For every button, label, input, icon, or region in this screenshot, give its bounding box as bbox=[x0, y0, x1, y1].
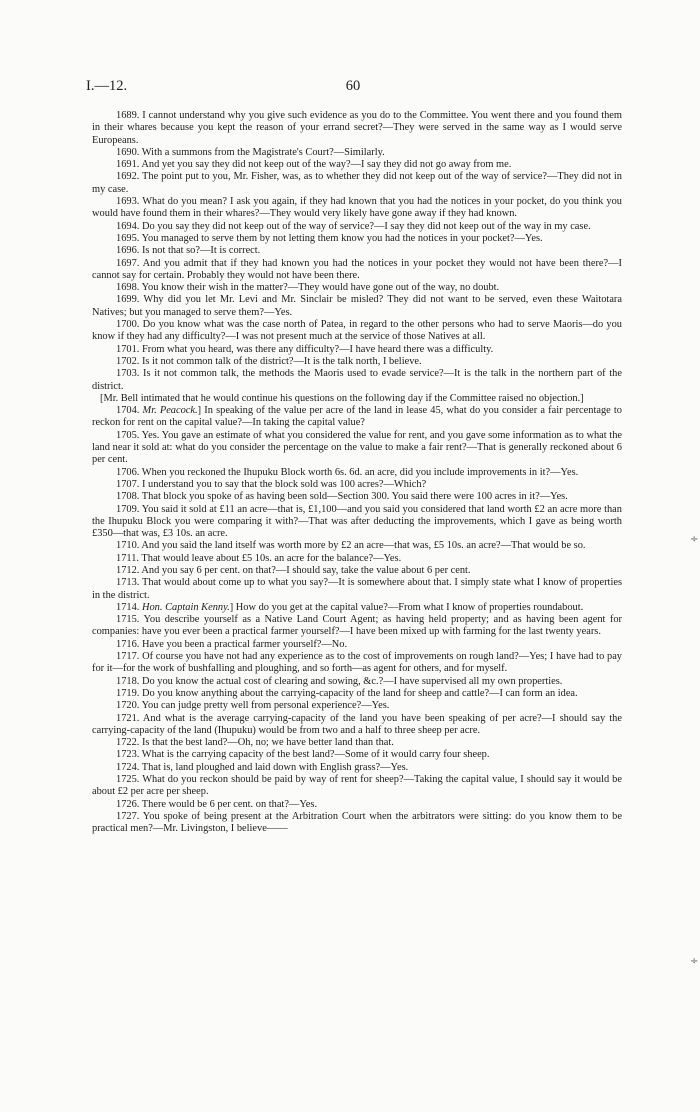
evidence-paragraph: 1721. And what is the average carrying-capacity of the land you have been speaking of per acre?—I should say the carrying-capacity of the land (Ihupuku) would be from two and a half to three sheep per acre. bbox=[92, 712, 622, 736]
evidence-paragraph: 1706. When you reckoned the Ihupuku Block worth 6s. 6d. an acre, did you include improvements in it?—Yes. bbox=[116, 466, 579, 478]
report-reference: I.—12. bbox=[86, 78, 128, 94]
evidence-paragraph: 1726. There would be 6 per cent. on that?—Yes. bbox=[116, 798, 318, 810]
evidence-paragraph: 1715. You describe yourself as a Native Land Court Agent; as having held property; and as having been agent for companies: have you ever been a practical farmer yourself?—I have been mixed up with farming for the last twenty years. bbox=[92, 614, 622, 638]
evidence-paragraph: 1727. You spoke of being present at the Arbitration Court when the arbitrators were sitting: do you know them to be practical men?—Mr. Livingston, I believe—— bbox=[92, 810, 622, 835]
evidence-paragraph: 1693. What do you mean? I ask you again, if they had known that you had the notices in your pocket, do you think you would have found them in their whares?—They would very likely have gone away if they had known. bbox=[92, 196, 622, 220]
evidence-paragraph: 1705. Yes. You gave an estimate of what you considered the value for rent, and you gave some information as to what the land near it sold at: what do you consider the percentage on the value to make a fair rent?—That is generally reckoned about 6 per cent. bbox=[92, 429, 622, 466]
evidence-paragraph: 1717. Of course you have not had any experience as to the cost of improvements on rough land?—Yes; I have had to pay for it—for the work of bushfalling and ploughing, and so forth—as agent for others, and for myself. bbox=[92, 651, 622, 675]
evidence-paragraph: 1714. Hon. Captain Kenny.] How do you get at the capital value?—From what I know of properties roundabout. bbox=[116, 601, 584, 613]
evidence-paragraph: 1718. Do you know the actual cost of clearing and sowing, &c.?—I have supervised all my own properties. bbox=[116, 675, 563, 687]
evidence-paragraph: 1704. Mr. Peacock.] In speaking of the value per acre of the land in lease 45, what do you consider a fair percentage to reckon for rent on the capital value?—In taking the capital value? bbox=[92, 405, 622, 429]
page-header bbox=[86, 78, 620, 98]
evidence-paragraph: 1724. That is, land ploughed and laid down with English grass?—Yes. bbox=[116, 761, 409, 773]
evidence-paragraph: 1723. What is the carrying capacity of the best land?—Some of it would carry four sheep. bbox=[116, 749, 490, 761]
evidence-paragraph: 1690. With a summons from the Magistrate's Court?—Similarly. bbox=[116, 146, 385, 158]
evidence-paragraph: 1695. You managed to serve them by not letting them know you had the notices in your pocket?—Yes. bbox=[116, 232, 543, 244]
evidence-paragraph: [Mr. Bell intimated that he would continue his questions on the following day if the Committee raised no objection.] bbox=[100, 392, 584, 404]
evidence-paragraph: 1703. Is it not common talk, the methods the Maoris used to evade service?—It is the talk in the northern part of the district. bbox=[92, 368, 622, 392]
margin-mark: ÷ bbox=[690, 534, 699, 545]
page-number: 60 bbox=[345, 78, 361, 94]
evidence-paragraph: 1692. The point put to you, Mr. Fisher, was, as to whether they did not keep out of the way of service?—They did not in my case. bbox=[92, 171, 622, 195]
evidence-paragraph: 1697. And you admit that if they had known you had the notices in your pocket they would not have been there?—I cannot say for certain. Probably they would not have been there. bbox=[92, 257, 622, 281]
evidence-paragraph: 1699. Why did you let Mr. Levi and Mr. Sinclair be misled? They did not want to be served, even these Waitotara Natives; but you managed to serve them?—Yes. bbox=[92, 294, 622, 318]
evidence-paragraph: 1707. I understand you to say that the block sold was 100 acres?—Which? bbox=[116, 478, 427, 490]
evidence-paragraph: 1711. That would leave about £5 10s. an acre for the balance?—Yes. bbox=[116, 552, 402, 564]
evidence-paragraph: 1722. Is that the best land?—Oh, no; we have better land than that. bbox=[116, 737, 394, 749]
margin-mark: ÷ bbox=[690, 956, 699, 967]
evidence-paragraph: 1708. That block you spoke of as having been sold—Section 300. You said there were 100 acres in it?—Yes. bbox=[116, 491, 568, 503]
evidence-paragraph: 1701. From what you heard, was there any difficulty?—I have heard there was a difficulty. bbox=[116, 343, 494, 355]
evidence-paragraph: 1702. Is it not common talk of the district?—It is the talk north, I believe. bbox=[116, 355, 422, 367]
evidence-paragraph: 1694. Do you say they did not keep out of the way of service?—I say they did not keep out of the way in my case. bbox=[116, 220, 591, 232]
evidence-paragraph: 1700. Do you know what was the case north of Patea, in regard to the other persons who had to serve Maoris—do you know if they had any difficulty?—I was not present much at the service of those Natives at all. bbox=[92, 319, 622, 343]
evidence-paragraph: 1710. And you said the land itself was worth more by £2 an acre—that was, £5 10s. an acre?—That would be so. bbox=[116, 540, 586, 552]
evidence-paragraph: 1716. Have you been a practical farmer yourself?—No. bbox=[116, 638, 348, 650]
evidence-paragraph: 1689. I cannot understand why you give such evidence as you do to the Committee. You went there and you found them in their whares because you kept the reason of your errand secret?—They were served in the same way as I would serve Europeans. bbox=[92, 110, 622, 146]
evidence-paragraph: 1719. Do you know anything about the carrying-capacity of the land for sheep and cattle?—I can form an idea. bbox=[116, 687, 578, 699]
evidence-paragraph: 1698. You know their wish in the matter?—They would have gone out of the way, no doubt. bbox=[116, 282, 500, 294]
evidence-paragraph: 1713. That would about come up to what you say?—It is somewhere about that. I simply state what I know of properties in the district. bbox=[92, 577, 622, 601]
evidence-paragraph: 1725. What do you reckon should be paid by way of rent for sheep?—Taking the capital value, I should say it would be about £2 per acre per sheep. bbox=[92, 774, 622, 798]
evidence-paragraph: 1720. You can judge pretty well from personal experience?—Yes. bbox=[116, 700, 390, 712]
evidence-paragraph: 1691. And yet you say they did not keep out of the way?—I say they did not go away from me. bbox=[116, 159, 512, 171]
evidence-paragraph: 1709. You said it sold at £11 an acre—that is, £1,100—and you said you considered that land worth £2 an acre more than the Ihupuku Block you were comparing it with?—That was after deducting the improvements, which I gave as being worth £350—that was, £3 10s. an acre. bbox=[92, 503, 622, 540]
evidence-paragraph: 1696. Is not that so?—It is correct. bbox=[116, 245, 261, 257]
evidence-text bbox=[92, 110, 622, 836]
evidence-paragraph: 1712. And you say 6 per cent. on that?—I should say, take the value about 6 per cent. bbox=[116, 564, 471, 576]
